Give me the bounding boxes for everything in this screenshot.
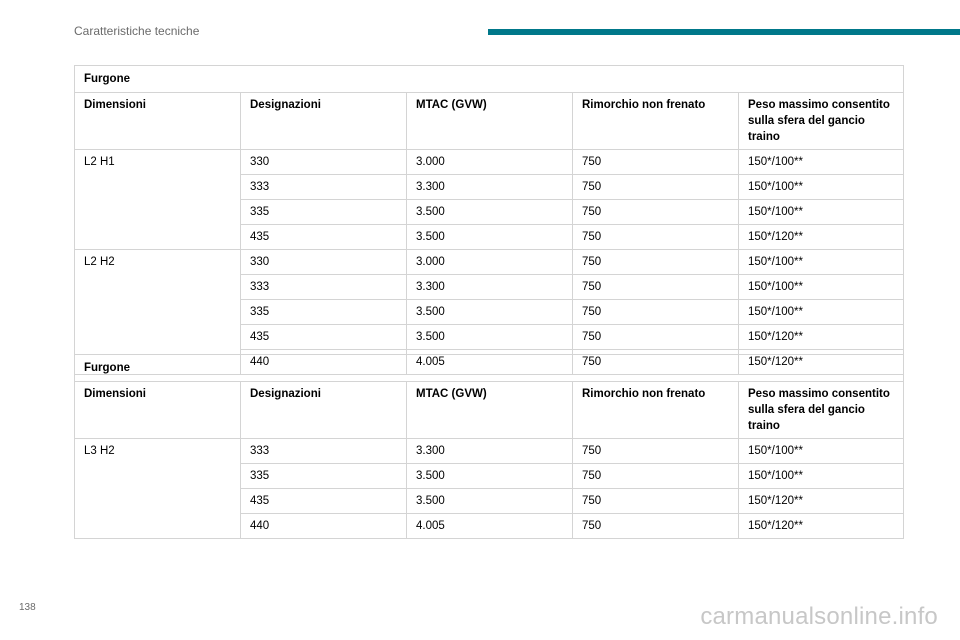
table-cell: 3.500 [407,325,573,350]
table-cell: 435 [241,325,407,350]
table-cell: 150*/100** [739,175,904,200]
table-cell: 3.500 [407,464,573,489]
page-header-title: Caratteristiche tecniche [74,24,200,38]
table-cell: 330 [241,250,407,275]
table-cell: 3.000 [407,150,573,175]
dimension-cell: L2 H2 [75,250,241,375]
table-cell: 3.500 [407,489,573,514]
table-group-label: Furgone [75,66,904,93]
table-cell: 750 [573,175,739,200]
table-cell: 750 [573,250,739,275]
table-cell: 150*/100** [739,200,904,225]
table-cell: 4.005 [407,514,573,539]
table-cell: 333 [241,439,407,464]
table-cell: 150*/120** [739,350,904,375]
table-cell: 750 [573,439,739,464]
table-cell: 3.300 [407,275,573,300]
table-cell: 750 [573,489,739,514]
dimension-cell: L2 H1 [75,150,241,250]
table-cell: 150*/100** [739,439,904,464]
table-cell: 3.500 [407,200,573,225]
table-cell: 440 [241,350,407,375]
column-header: Dimensioni [75,382,241,439]
column-header: Designazioni [241,382,407,439]
header-accent-bar [488,29,960,35]
table-cell: 750 [573,200,739,225]
table-cell: 3.300 [407,439,573,464]
table-cell: 435 [241,489,407,514]
watermark-logo: carmanualsonline.info [700,603,938,630]
table-cell: 333 [241,175,407,200]
table-row [75,150,904,175]
table-cell: 3.000 [407,250,573,275]
table-header-row [75,382,904,439]
table-group-row [75,66,904,93]
table-cell: 150*/100** [739,464,904,489]
column-header: Rimorchio non frenato [573,93,739,150]
table-cell: 150*/100** [739,150,904,175]
table-cell: 150*/120** [739,225,904,250]
spec-table-body [75,66,904,375]
table-cell: 150*/100** [739,300,904,325]
column-header: Dimensioni [75,93,241,150]
column-header: MTAC (GVW) [407,382,573,439]
table-cell: 150*/120** [739,514,904,539]
table-group-row [75,355,904,382]
table-cell: 750 [573,325,739,350]
table-cell: 333 [241,275,407,300]
table-group-label: Furgone [75,355,904,382]
column-header: Peso massimo consentito sulla sfera del gancio traino [739,93,904,150]
column-header: Rimorchio non frenato [573,382,739,439]
table-cell: 440 [241,514,407,539]
table-cell: 435 [241,225,407,250]
table-cell: 4.005 [407,350,573,375]
spec-table-2 [74,354,904,539]
table-cell: 750 [573,300,739,325]
table-cell: 750 [573,150,739,175]
column-header: Designazioni [241,93,407,150]
table-header-row [75,93,904,150]
table-row [75,439,904,464]
table-row [75,250,904,275]
table-cell: 750 [573,350,739,375]
table-cell: 3.300 [407,175,573,200]
table-cell: 750 [573,464,739,489]
spec-table-1 [74,65,904,375]
table-cell: 335 [241,300,407,325]
table-cell: 3.500 [407,300,573,325]
table-cell: 150*/120** [739,489,904,514]
table-cell: 150*/120** [739,325,904,350]
table-cell: 750 [573,514,739,539]
table-cell: 335 [241,464,407,489]
table-cell: 750 [573,275,739,300]
spec-table-body [75,355,904,539]
dimension-cell: L3 H2 [75,439,241,539]
table-cell: 335 [241,200,407,225]
table-cell: 3.500 [407,225,573,250]
table-cell: 150*/100** [739,275,904,300]
column-header: MTAC (GVW) [407,93,573,150]
table-cell: 150*/100** [739,250,904,275]
table-cell: 750 [573,225,739,250]
table-cell: 330 [241,150,407,175]
column-header: Peso massimo consentito sulla sfera del gancio traino [739,382,904,439]
page-number: 138 [19,602,36,613]
